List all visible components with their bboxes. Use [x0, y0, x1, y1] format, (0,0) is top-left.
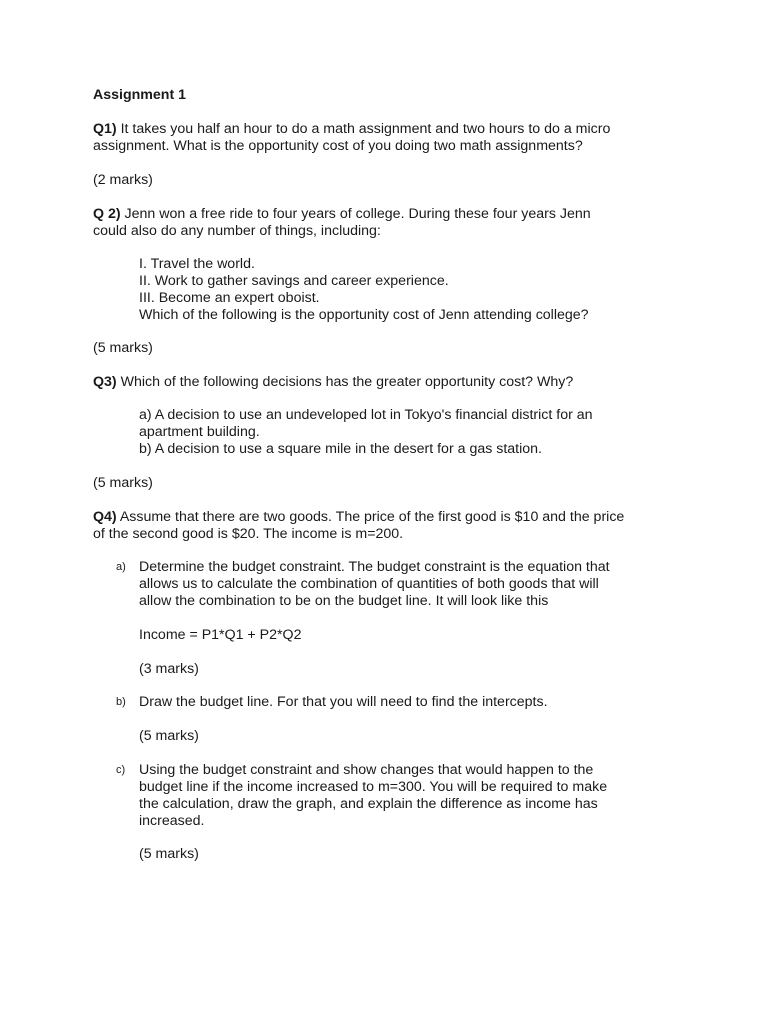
question-3 [93, 374, 693, 391]
question-2-option: II. Work to gather savings and career experience. [139, 273, 449, 289]
question-4-part-a [139, 559, 699, 610]
question-4-text-line: Assume that there are two goods. The price of the first good is $10 and the price [119, 509, 625, 525]
question-1-text-line: assignment. What is the opportunity cost of you doing two math assignments? [93, 138, 583, 154]
part-a-marker: a) [116, 561, 126, 573]
question-4-label: Q4) [93, 509, 117, 525]
question-4-part-b [139, 694, 699, 711]
question-3-option: a) A decision to use an undeveloped lot in Tokyo's financial district for an [139, 407, 593, 423]
question-2-marks: (5 marks) [93, 340, 153, 356]
question-1-marks: (2 marks) [93, 172, 153, 188]
question-3-text-line: Which of the following decisions has the greater opportunity cost? Why? [120, 374, 574, 390]
part-c-text-line: budget line if the income increased to m=300. You will be required to make [139, 779, 608, 795]
part-c-text-line: Using the budget constraint and show changes that would happen to the [139, 762, 594, 778]
question-4 [93, 509, 693, 543]
part-c-text-line: increased. [139, 813, 205, 829]
part-b-text-line: Draw the budget line. For that you will need to find the intercepts. [139, 694, 548, 710]
part-c-text-line: the calculation, draw the graph, and explain the difference as income has [139, 796, 598, 812]
question-2 [93, 206, 693, 240]
question-2-text-line: Jenn won a free ride to four years of college. During these four years Jenn [124, 206, 591, 222]
budget-formula: Income = P1*Q1 + P2*Q2 [139, 627, 302, 643]
part-b-marks: (5 marks) [139, 728, 199, 744]
question-3-options [139, 407, 699, 458]
question-1-label: Q1) [93, 121, 117, 137]
part-c-marker: c) [116, 764, 126, 776]
part-a-text-line: allows us to calculate the combination of quantities of both goods that will [139, 576, 599, 592]
part-c-marks: (5 marks) [139, 846, 199, 862]
question-2-option: III. Become an expert oboist. [139, 290, 320, 306]
part-a-marks: (3 marks) [139, 661, 199, 677]
question-1-text-line: It takes you half an hour to do a math assignment and two hours to do a micro [116, 121, 611, 137]
question-2-options [139, 256, 699, 324]
question-2-text-line: could also do any number of things, including: [93, 223, 381, 239]
part-b-marker: b) [116, 696, 126, 708]
question-2-label: Q 2) [93, 206, 121, 222]
question-2-prompt: Which of the following is the opportunity cost of Jenn attending college? [139, 307, 589, 323]
question-4-text-line: of the second good is $20. The income is m=200. [93, 526, 404, 542]
question-2-option: I. Travel the world. [139, 256, 255, 272]
question-4-part-c [139, 762, 699, 830]
question-3-marks: (5 marks) [93, 475, 153, 491]
assignment-title: Assignment 1 [93, 87, 187, 103]
question-3-label: Q3) [93, 374, 117, 390]
part-a-text-line: allow the combination to be on the budget line. It will look like this [139, 593, 549, 609]
question-3-option: apartment building. [139, 424, 260, 440]
part-a-text-line: Determine the budget constraint. The budget constraint is the equation that [139, 559, 610, 575]
question-1 [93, 121, 693, 155]
question-3-option: b) A decision to use a square mile in the desert for a gas station. [139, 441, 542, 457]
